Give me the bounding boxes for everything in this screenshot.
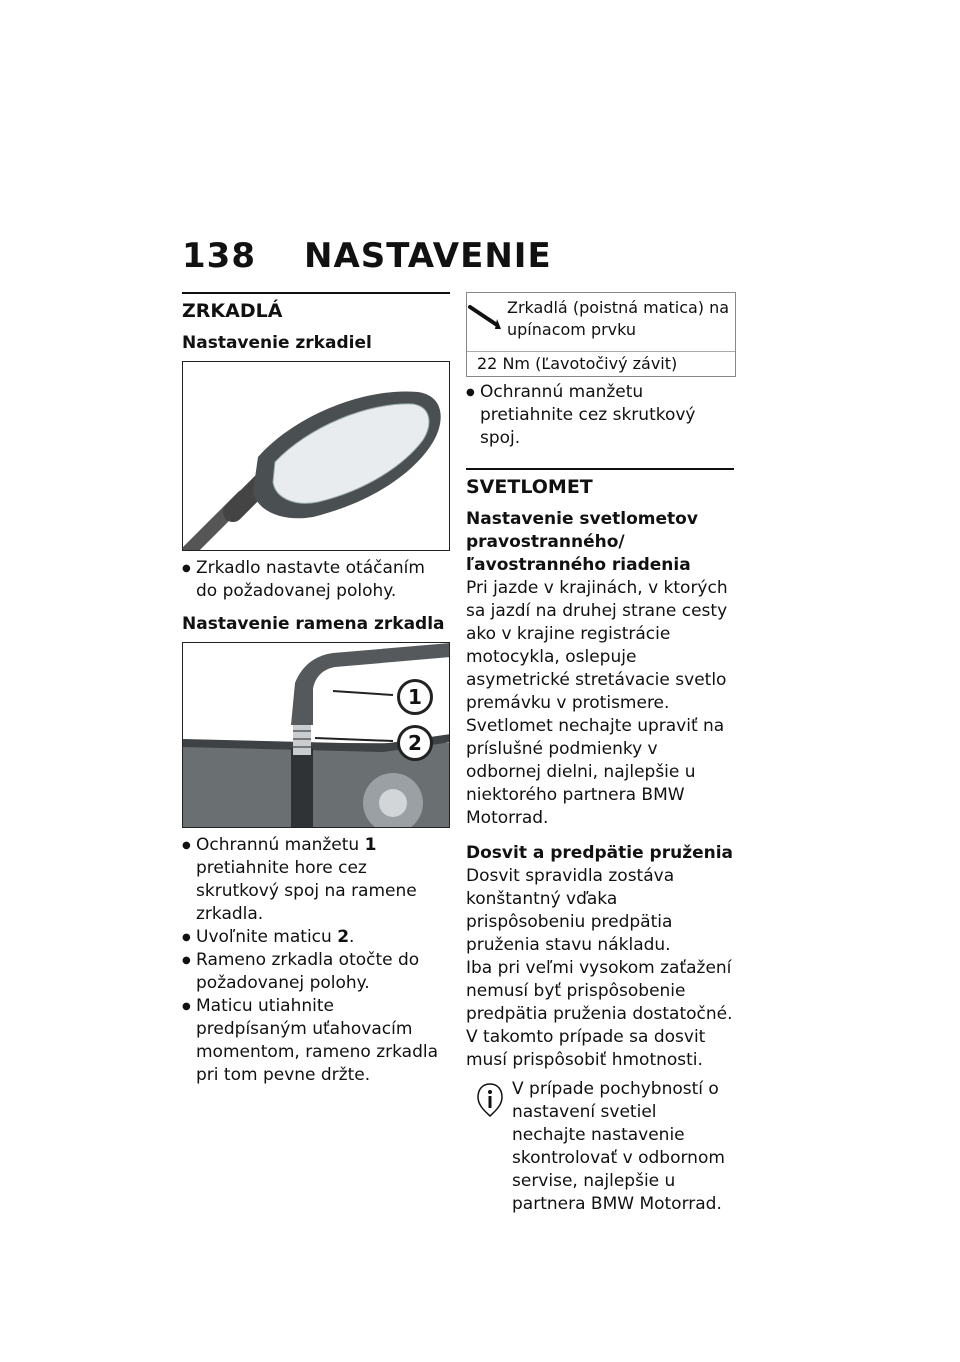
left-column [182,292,450,1087]
mirror-figure [182,361,450,551]
paragraph: Iba pri veľmi vysokom zaťažení nemusí byť prispôsobenie predpätia pruženia dostatočné. V takomto prípade sa dosvit musí prispôsobiť hmotnosti. [466,958,733,1070]
paragraph: Dosvit spravidla zostáva konštantný vďaka prispôsobeniu predpätia pruženia stavu nákladu. [466,866,675,955]
torque-label: Zrkadlá (poistná matica) na upínacom prvku [507,298,730,339]
list-item: ● Ochrannú manžetu 1 pretiahnite hore cez skrutkový spoj na ramene zrkadla. [182,834,450,926]
right-column [466,292,734,1216]
list-item: ● Uvoľnite maticu 2. [182,926,450,949]
callout-1: 1 [397,679,433,715]
info-note [466,1078,734,1216]
mirror-illustration [183,362,450,551]
mirror-steps [182,557,450,603]
page-number: 138 [182,236,256,276]
arm-steps [182,834,450,1087]
torque-wrench-icon [467,293,503,351]
chapter-title: NASTAVENIE [303,236,552,276]
section-title-mirrors: ZRKADLÁ [182,300,283,322]
section-title-headlight: SVETLOMET [466,476,593,498]
callout-2: 2 [397,725,433,761]
subsection-mirror-adjust: Nastavenie zrkadiel [182,333,372,353]
paragraph: Svetlomet nechajte upraviť na príslušné podmienky v odbornej dielni, najlepšie u niektorého partnera BMW Motorrad. [466,716,725,828]
torque-spec-box [466,292,736,377]
torque-value: 22 Nm (Ľavotočivý závit) [477,354,678,373]
boot-steps [466,381,734,450]
mirror-arm-figure [182,642,450,828]
paragraph: Pri jazde v krajinách, v ktorých sa jazdí na druhej strane cesty ako v krajine registrácie motocykla, oslepuje asymetrické stretávacie svetlo premávku v protismere. [466,578,728,713]
list-item: ● Zrkadlo nastavte otáčaním do požadovanej polohy. [182,557,450,603]
list-item: ● Rameno zrkadla otočte do požadovanej polohy. [182,949,450,995]
list-item: ● Maticu utiahnite predpísaným uťahovacím momentom, rameno zrkadla pri tom pevne držte. [182,995,450,1087]
section-rule [466,468,734,470]
info-icon [476,1082,504,1125]
note-text: V prípade pochybností o nastavení svetiel nechajte nastavenie skontrolovať v odbornom servise, najlepšie u partnera BMW Motorrad. [512,1079,725,1214]
subsection-range-preload: Dosvit a predpätie pruženia [466,843,734,863]
list-item: ● Ochrannú manžetu pretiahnite cez skrutkový spoj. [466,381,734,450]
page-header [182,236,552,276]
subsection-headlight-traffic: Nastavenie svetlometov pravostranného/ľavostranného riadenia [466,509,698,575]
subsection-arm-adjust: Nastavenie ramena zrkadla [182,614,445,634]
section-rule [182,292,450,294]
